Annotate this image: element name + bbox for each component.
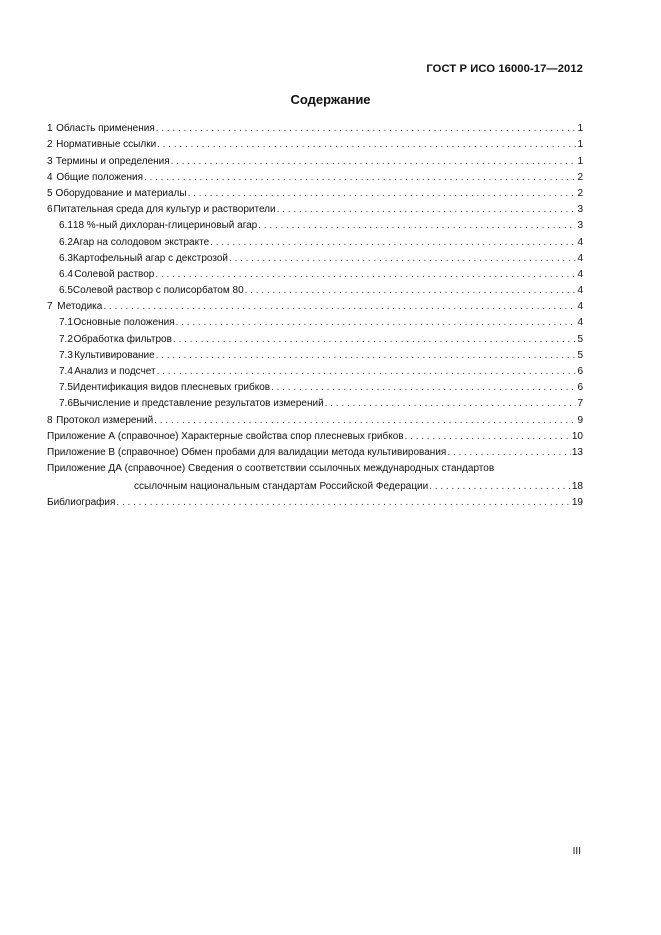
toc-entry-number: 7.3 <box>59 349 73 361</box>
toc-appendix-a[interactable] <box>47 427 583 443</box>
toc-entry[interactable] <box>47 135 583 151</box>
toc-entry[interactable] <box>47 184 583 200</box>
toc-entry-number: 7.2 <box>59 333 73 345</box>
dot-leader <box>116 497 570 509</box>
toc-entry-page: 6 <box>577 366 583 377</box>
toc-entry-page: 3 <box>577 204 583 216</box>
toc-entry-label: Питательная среда для культур и растворители <box>53 204 276 216</box>
toc-entry-page: 4 <box>577 236 583 248</box>
toc-entry-label: 18 %-ный дихлоран-глицериновый агар <box>72 220 258 232</box>
toc-entry-page: 18 <box>571 480 583 492</box>
toc-entry-page: 13 <box>571 446 583 458</box>
toc-entry-number: 8 <box>47 414 53 426</box>
dot-leader <box>154 415 576 427</box>
dot-leader <box>144 172 576 184</box>
toc-subentry[interactable] <box>47 216 583 232</box>
table-of-contents <box>47 119 583 509</box>
toc-entry-label: Картофельный агар с декстрозой <box>72 252 229 264</box>
toc-entry-page: 4 <box>577 252 583 264</box>
dot-leader <box>157 366 577 378</box>
toc-entry-label: Нормативные ссылки <box>56 139 157 151</box>
toc-subentry[interactable] <box>47 232 583 248</box>
dot-leader <box>156 123 577 135</box>
toc-entry[interactable] <box>47 200 583 216</box>
dot-leader <box>405 431 571 443</box>
toc-entry-page: 6 <box>577 382 583 394</box>
toc-entry-page: 2 <box>577 171 583 183</box>
toc-entry-label: Анализ и подсчет <box>74 366 156 377</box>
toc-subentry[interactable] <box>47 249 583 265</box>
toc-entry-page: 7 <box>577 398 583 410</box>
dot-leader <box>429 481 571 493</box>
toc-entry-label: Агар на солодовом экстракте <box>72 236 210 248</box>
toc-entry[interactable] <box>47 410 583 426</box>
toc-entry-label: Основные положения <box>73 317 175 329</box>
toc-entry-page: 19 <box>571 497 583 509</box>
toc-entry-page: 1 <box>577 123 583 135</box>
dot-leader <box>171 156 577 168</box>
dot-leader <box>271 382 576 394</box>
toc-entry-page: 3 <box>577 220 583 232</box>
document-code: ГОСТ Р ИСО 16000-17—2012 <box>426 63 583 75</box>
toc-entry-number: 7.5 <box>59 382 73 394</box>
dot-leader <box>229 253 576 265</box>
toc-entry-label: Приложение А (справочное) Характерные свойства спор плесневых грибков <box>47 430 404 442</box>
toc-entry-number: 7.6 <box>59 398 73 410</box>
toc-entry-label: Область применения <box>56 123 155 135</box>
dot-leader <box>156 350 577 362</box>
dot-leader <box>277 204 577 216</box>
toc-subentry[interactable] <box>47 346 583 362</box>
dot-leader <box>157 139 576 151</box>
toc-entry-number: 6.5 <box>59 285 73 297</box>
toc-entry-number: 3 <box>47 155 53 167</box>
toc-entry-label: Термины и определения <box>55 155 170 167</box>
toc-entry-label: Протокол измерений <box>56 414 154 426</box>
toc-appendix-da[interactable] <box>47 463 583 493</box>
toc-entry-label: Общие положения <box>56 171 143 183</box>
toc-entry-page: 4 <box>577 301 583 313</box>
toc-subentry[interactable] <box>47 281 583 297</box>
toc-entry-number: 4 <box>47 171 53 183</box>
toc-entry-label: Идентификация видов плесневых грибков <box>72 382 271 394</box>
toc-entry-page: 1 <box>577 155 583 167</box>
toc-entry-number: 6.1 <box>59 220 73 232</box>
toc-entry-page: 4 <box>577 268 583 280</box>
page-number: III <box>572 846 581 857</box>
toc-entry-number: 1 <box>47 123 53 135</box>
toc-entry-page: 4 <box>577 285 583 297</box>
toc-entry-label: Приложение ДА (справочное) Сведения о соответствии ссылочных международных стандартов <box>47 462 495 474</box>
toc-entry-page: 9 <box>577 414 583 426</box>
toc-entry[interactable] <box>47 297 583 313</box>
toc-entry-number: 6 <box>47 204 53 216</box>
toc-entry-label: Солевой раствор с полисорбатом 80 <box>72 285 244 297</box>
toc-entry[interactable] <box>47 151 583 167</box>
toc-entry-label: Солевой раствор <box>74 268 155 280</box>
toc-entry-label: Обработка фильтров <box>73 333 172 345</box>
toc-entry-number: 7 <box>47 301 53 313</box>
toc-entry-page: 5 <box>577 333 583 345</box>
toc-subentry[interactable] <box>47 329 583 345</box>
toc-entry-number: 7.4 <box>59 366 73 377</box>
toc-entry-label: Вычисление и представление результатов измерений <box>72 398 324 410</box>
dot-leader <box>447 447 571 459</box>
toc-entry[interactable] <box>47 119 583 135</box>
toc-entry-number: 6.3 <box>59 252 73 264</box>
toc-entry-number: 2 <box>47 139 53 151</box>
dot-leader <box>155 269 576 281</box>
toc-appendix-b[interactable] <box>47 443 583 459</box>
toc-entry-label: Культивирование <box>74 349 155 361</box>
toc-bibliography[interactable] <box>47 493 583 509</box>
toc-entry-label: Приложение В (справочное) Обмен пробами для валидации метода культивирования <box>47 446 447 458</box>
toc-entry-label: Оборудование и материалы <box>55 187 187 199</box>
toc-entry-label: Библиография <box>47 497 116 509</box>
toc-entry-label-continued: ссылочным национальным стандартам Российской Федерации <box>134 480 429 492</box>
dot-leader <box>325 398 577 410</box>
toc-entry-number: 6.2 <box>59 236 73 248</box>
toc-subentry[interactable] <box>47 394 583 410</box>
toc-entry-page: 10 <box>571 430 583 442</box>
toc-subentry[interactable] <box>47 378 583 394</box>
toc-entry-page: 1 <box>577 139 583 151</box>
dot-leader <box>210 237 576 249</box>
toc-entry-page: 2 <box>577 187 583 199</box>
toc-entry-number: 6.4 <box>59 268 73 280</box>
toc-entry-page: 4 <box>577 317 583 329</box>
toc-entry-number: 5 <box>47 187 53 199</box>
dot-leader <box>258 220 576 232</box>
dot-leader <box>103 301 576 313</box>
toc-entry-page: 5 <box>577 349 583 361</box>
toc-entry-label: Методика <box>57 301 103 313</box>
dot-leader <box>245 285 577 297</box>
toc-subentry[interactable] <box>47 265 583 281</box>
dot-leader <box>173 334 577 346</box>
toc-title: Содержание <box>290 92 371 107</box>
toc-entry-number: 7.1 <box>59 317 73 329</box>
toc-subentry[interactable] <box>47 313 583 329</box>
toc-subentry[interactable] <box>47 362 583 378</box>
toc-entry[interactable] <box>47 168 583 184</box>
dot-leader <box>176 317 577 329</box>
dot-leader <box>188 188 577 200</box>
